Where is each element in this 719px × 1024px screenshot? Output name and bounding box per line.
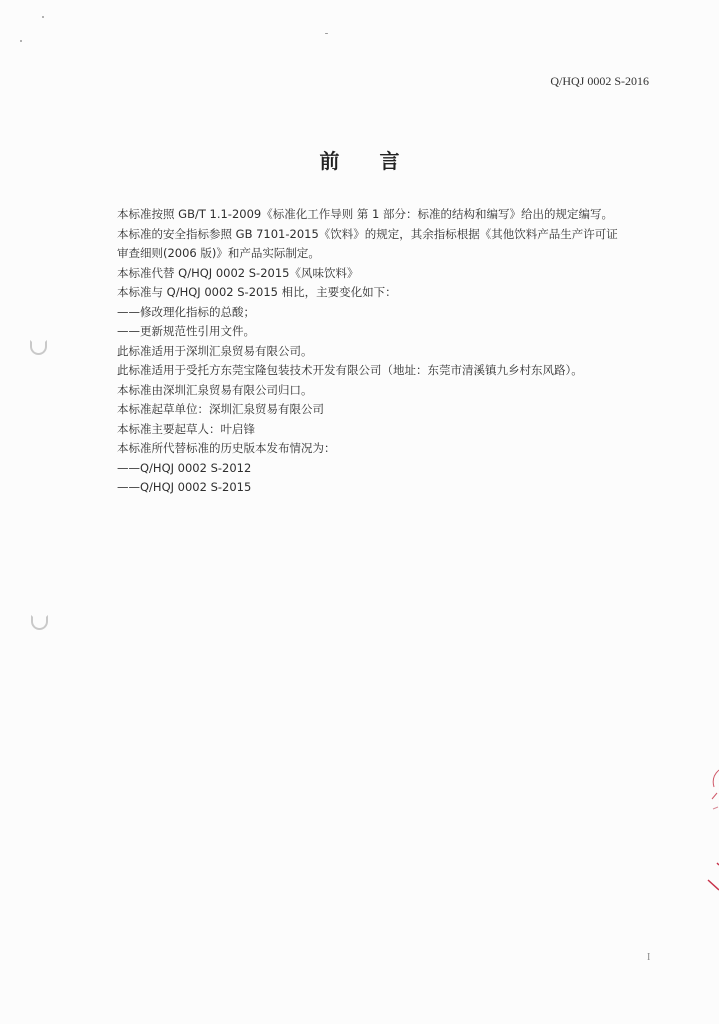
- text-line: ——更新规范性引用文件。: [117, 324, 255, 338]
- text-line: 本标准的安全指标参照 GB 7101-2015《饮料》的规定，其余指标根据《其他饮料产品生产许可证: [117, 226, 618, 241]
- red-stamp-edge: [705, 765, 719, 905]
- page-number: I: [647, 952, 651, 963]
- punch-hole-mark: [30, 340, 47, 355]
- text-line: 此标准适用于深圳汇泉贸易有限公司。: [117, 343, 313, 358]
- text-line: 本标准主要起草人：叶启锋: [117, 421, 255, 436]
- text-line: 本标准按照 GB/T 1.1-2009《标准化工作导则 第 1 部分：标准的结构和编写》给出的规定编写。: [117, 207, 613, 221]
- text-line: 本标准起草单位：深圳汇泉贸易有限公司: [117, 402, 324, 416]
- text-line: 此标准适用于受托方东莞宝隆包装技术开发有限公司（地址：东莞市清溪镇九乡村东风路）。: [117, 363, 583, 377]
- text-line: 本标准代替 Q/HQJ 0002 S-2015《风味饮料》: [117, 265, 359, 280]
- scan-speck: [42, 16, 44, 18]
- document-id: Q/HQJ 0002 S-2016: [550, 74, 649, 88]
- scan-speck: [20, 40, 22, 42]
- text-line: 审查细则(2006 版)》和产品实际制定。: [117, 246, 320, 260]
- foreword-body: [117, 205, 657, 498]
- page-title: 前言: [319, 149, 440, 173]
- text-line: ——Q/HQJ 0002 S-2012: [117, 460, 252, 475]
- text-line: 本标准所代替标准的历史版本发布情况为：: [117, 441, 336, 455]
- text-line: 本标准由深圳汇泉贸易有限公司归口。: [117, 382, 313, 397]
- scan-speck: [325, 33, 328, 34]
- text-line: ——Q/HQJ 0002 S-2015: [117, 480, 252, 494]
- text-line: 本标准与 Q/HQJ 0002 S-2015 相比，主要变化如下：: [117, 285, 397, 299]
- text-line: ——修改理化指标的总酸；: [117, 304, 255, 319]
- punch-hole-mark: [31, 615, 48, 630]
